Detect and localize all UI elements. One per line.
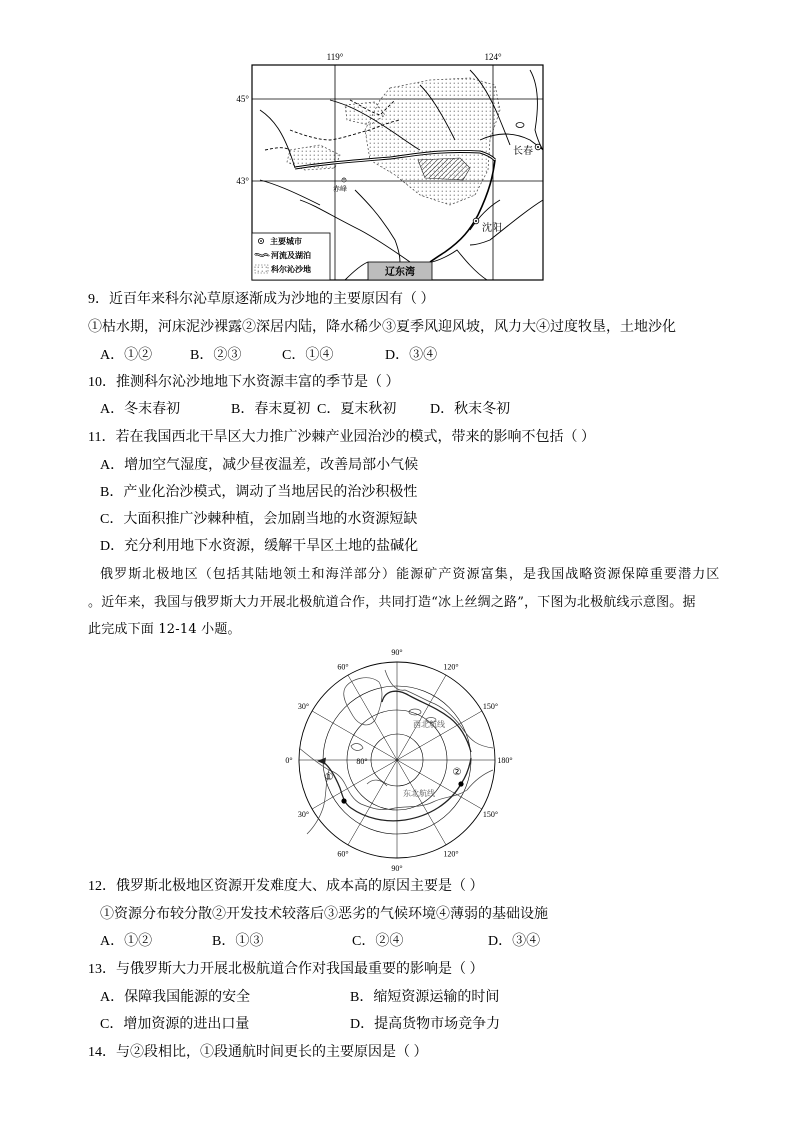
q12-option-d: D．③④ [488, 934, 541, 949]
bay-label: 辽东湾 [385, 267, 415, 278]
q13-option-d: D．提高货物市场竞争力 [350, 1017, 501, 1032]
q10-option-a: A．冬末春初 [100, 402, 181, 417]
legend-sand-icon [255, 265, 268, 273]
q10-option-b: B．春末夏初 [231, 402, 311, 417]
city-label-shenyang: 沈阳 [482, 223, 502, 234]
longitude-label: 124° [484, 52, 502, 62]
q12-option-a: A．①② [100, 934, 153, 949]
q10-stem: 10．推测科尔沁沙地地下水资源丰富的季节是（ ） [88, 375, 400, 390]
meridian-label: 150° [482, 702, 499, 711]
lake [516, 123, 524, 128]
segment-1-label: ① [324, 772, 334, 783]
q13-option-b: B．缩短资源运输的时间 [350, 990, 500, 1005]
q13-option-a: A．保障我国能源的安全 [100, 990, 251, 1005]
meridian-label: 180° [497, 756, 513, 765]
q9-option-d: D．③④ [385, 348, 438, 363]
q11-option-d: D．充分利用地下水资源，缓解干旱区土地的盐碱化 [100, 539, 419, 554]
q9-statements: ①枯水期，河床泥沙裸露②深居内陆，降水稀少③夏季风迎风坡，风力大④过度牧垦，土地沙化 [88, 320, 676, 335]
meridian-label: 30° [297, 702, 310, 711]
horqin-sandy-land-map [225, 50, 555, 285]
q9-option-b: B．②③ [190, 348, 242, 363]
meridian-label: 60° [337, 662, 349, 672]
legend-sand-label: 科尔沁沙地 [271, 265, 311, 274]
route-point [458, 781, 463, 786]
q11-option-a: A．增加空气湿度，减少昼夜温差，改善局部小气候 [100, 458, 419, 473]
segment-2-label: ② [452, 767, 462, 778]
legend-river-label: 河流及湖泊 [271, 251, 311, 260]
latitude-label: 45° [236, 94, 249, 104]
q11-option-c: C．大面积推广沙棘种植，会加剧当地的水资源短缺 [100, 512, 418, 527]
meridian-label: 0° [285, 756, 293, 765]
q12-statements: ①资源分布较分散②开发技术较落后③恶劣的气候环境④薄弱的基础设施 [100, 907, 548, 922]
northwest-route-label: 西北航线 [413, 720, 445, 729]
legend-city-label: 主要城市 [270, 237, 302, 246]
city-label-changchun: 长春 [513, 146, 533, 157]
q14-stem: 14．与②段相比，①段通航时间更长的主要原因是（ ） [88, 1045, 428, 1060]
passage-line: 俄罗斯北极地区（包括其陆地领土和海洋部分）能源矿产资源富集，是我国战略资源保障重要潜力区 [100, 567, 721, 582]
meridian-label: 90° [391, 648, 403, 657]
longitude-label: 119° [326, 52, 344, 62]
q9-option-a: A．①② [100, 348, 153, 363]
hatched-area [418, 158, 470, 180]
latitude-label-80: 80° [356, 757, 368, 766]
meridian-label: 120° [443, 662, 459, 672]
meridian-label: 120° [443, 849, 459, 859]
route-point [341, 798, 346, 803]
meridian-label: 60° [337, 849, 349, 859]
meridian-label: 30° [297, 810, 310, 819]
q12-stem: 12．俄罗斯北极地区资源开发难度大、成本高的原因主要是（ ） [88, 879, 484, 894]
q13-option-c: C．增加资源的进出口量 [100, 1017, 250, 1032]
latitude-label: 43° [236, 176, 249, 186]
q10-option-c: C．夏末秋初 [317, 402, 397, 417]
meridian-label: 150° [482, 810, 499, 819]
arctic-route-map [285, 648, 517, 873]
city-label-chifeng: 赤峰 [333, 186, 347, 193]
passage-line: 此完成下面 12-14 小题。 [88, 622, 241, 637]
q12-option-c: C．②④ [352, 934, 404, 949]
passage-line: 。近年来，我国与俄罗斯大力开展北极航道合作，共同打造“冰上丝绸之路”，下图为北极航线示意图。据 [88, 595, 696, 610]
q9-option-c: C．①④ [282, 348, 334, 363]
map-legend [252, 233, 330, 280]
meridian-label: 90° [391, 864, 403, 873]
q11-option-b: B．产业化治沙模式，调动了当地居民的治沙积极性 [100, 485, 418, 500]
q12-option-b: B．①③ [212, 934, 264, 949]
q10-option-d: D．秋末冬初 [430, 402, 511, 417]
northeast-route-label: 东北航线 [403, 789, 435, 798]
q13-stem: 13．与俄罗斯大力开展北极航道合作对我国最重要的影响是（ ） [88, 962, 484, 977]
q9-stem: 9．近百年来科尔沁草原逐渐成为沙地的主要原因有（ ） [88, 292, 435, 307]
q11-stem: 11．若在我国西北干旱区大力推广沙棘产业园治沙的模式，带来的影响不包括（ ） [88, 430, 595, 445]
